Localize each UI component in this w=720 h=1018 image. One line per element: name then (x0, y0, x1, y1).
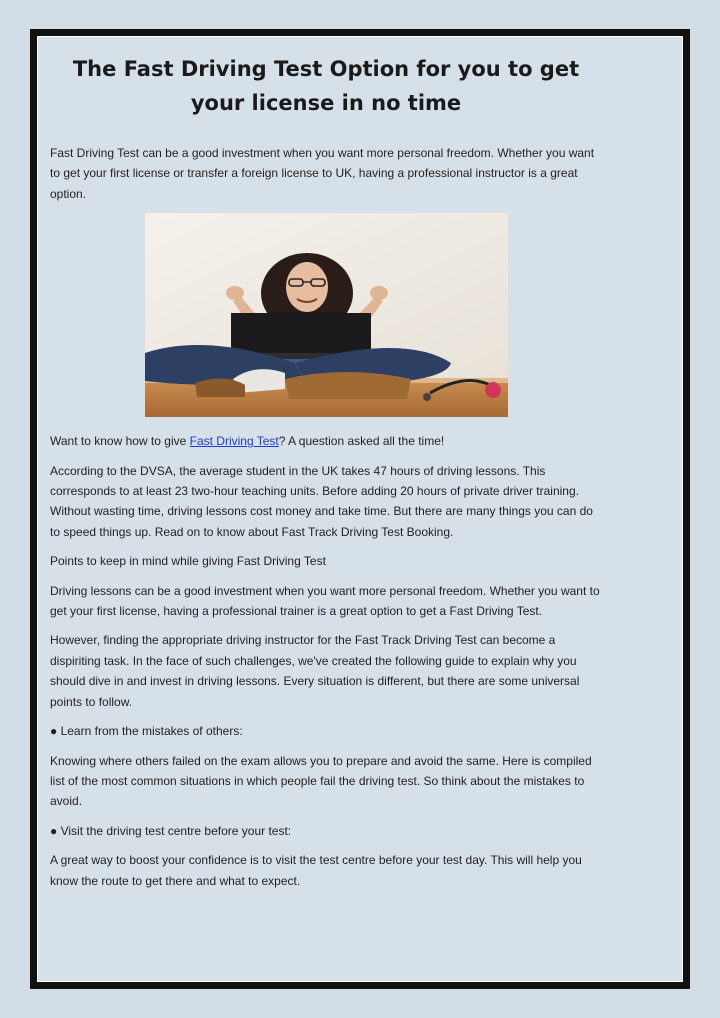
bullet-learn-from-mistakes: ● Learn from the mistakes of others: (50, 724, 243, 739)
question-text-before: Want to know how to give (50, 434, 190, 449)
investment-paragraph: Driving lessons can be a good investment when you want more personal freedom. Whether you want to get your first license, having a professional trainer is a great option to get a Fast Driving Test. (50, 583, 600, 619)
question-text-after: ? A question asked all the time! (278, 434, 445, 449)
however-paragraph: However, finding the appropriate driving instructor for the Fast Track Driving Test can become a dispiriting task. In the face of such challenges, we've created the following guide to explain why you should dive in and invest in driving lessons. Every situation is different, but there are some universal points to follow. (50, 633, 580, 709)
boost-paragraph: A great way to boost your confidence is to visit the test centre before your test day. This will help you know the route to get there and what to expect. (50, 853, 582, 888)
knowing-paragraph: Knowing where others failed on the exam allows you to prepare and avoid the same. Here is compiled list of the most common situations in which people fail the driving test. So think about the mistakes to avoid. (50, 753, 592, 809)
fast-driving-test-link[interactable]: Fast Driving Test (189, 434, 279, 449)
page-title: The Fast Driving Test Option for you to get your license in no time (72, 57, 580, 115)
bullet-visit-test-centre: ● Visit the driving test centre before your test: (50, 823, 292, 838)
question-paragraph (50, 431, 602, 451)
woman-with-laptop-photo (145, 213, 508, 417)
dvsa-paragraph: According to the DVSA, the average student in the UK takes 47 hours of driving lessons. This corresponds to at least 23 two-hour teaching units. Before adding 20 hours of private driver training. Without wasting time, driving lessons cost money and take time. But there are many things you can do to speed things up. Read on to know about Fast Track Driving Test Booking. (50, 463, 593, 539)
points-heading: Points to keep in mind while giving Fast Driving Test (50, 554, 326, 569)
intro-paragraph: Fast Driving Test can be a good investment when you want more personal freedom. Whether you want to get your first license or transfer a foreign license to UK, having a professional instructor is a great option. (50, 146, 595, 201)
document-body (50, 52, 602, 900)
